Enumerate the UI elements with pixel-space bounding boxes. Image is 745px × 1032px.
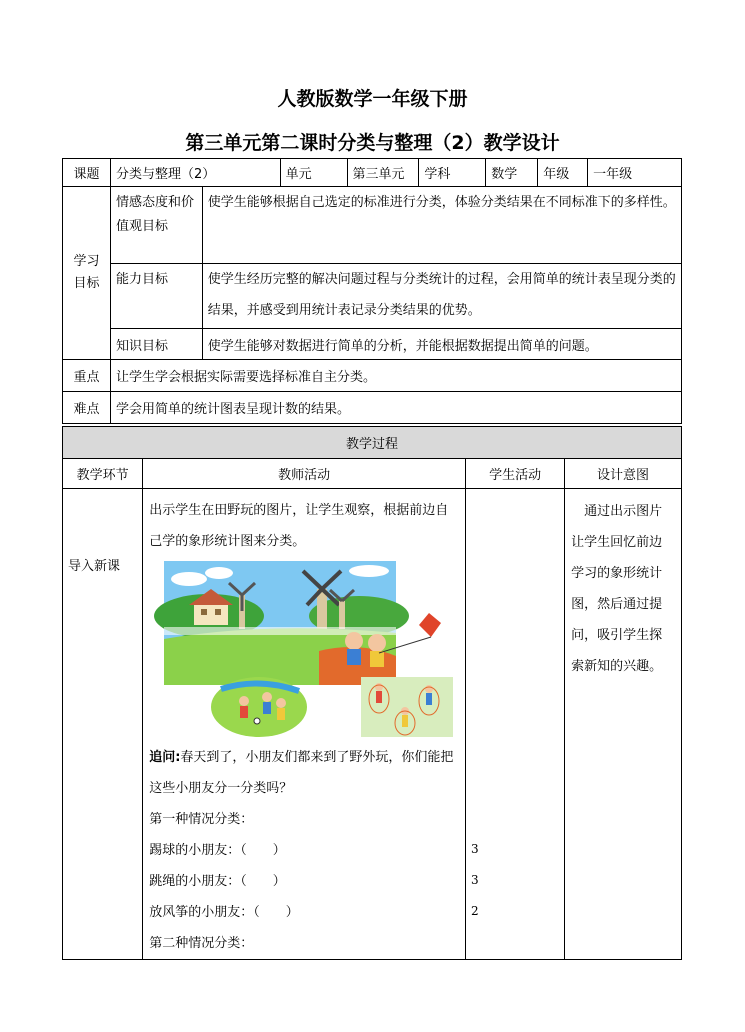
unit-value: 第三单元 [347, 159, 419, 187]
soccer-count-line: 踢球的小朋友：（ ） [149, 843, 286, 858]
case1-heading: 第一种情况分类： [149, 812, 254, 827]
grade-label: 年级 [538, 159, 588, 187]
follow-up-text: 春天到了，小朋友们都来到了野外玩，你们能把这些小朋友分一分类吗？ [149, 750, 454, 796]
unit-label: 单元 [280, 159, 347, 187]
col-student: 学生活动 [466, 459, 565, 489]
teacher-intro: 出示学生在田野玩的图片，让学生观察，根据前边自己学的象形统计图来分类。 [149, 503, 449, 549]
keypoint-text: 让学生学会根据实际需要选择标准自主分类。 [110, 360, 681, 392]
grade-value: 一年级 [588, 159, 682, 187]
course-value: 分类与整理（2） [110, 159, 280, 187]
student-answer-rope: 3 [471, 873, 479, 887]
col-step: 教学环节 [63, 459, 143, 489]
subject-value: 数学 [486, 159, 538, 187]
keypoint-label: 重点 [63, 360, 111, 392]
rope-count-line: 跳绳的小朋友：（ ） [149, 874, 286, 889]
col-intent: 设计意图 [565, 459, 682, 489]
difficulty-text: 学会用简单的统计图表呈现计数的结果。 [110, 392, 681, 424]
document-title: 人教版数学一年级下册 [277, 88, 468, 110]
field-play-illustration [149, 561, 459, 737]
ability-goal-text: 使学生经历完整的解决问题过程与分类统计的过程，会用简单的统计表呈现分类的结果，并感受到用统计表记录分类结果的优势。 [202, 264, 681, 329]
children-playing-image [149, 561, 459, 737]
step-label: 导入新课 [63, 489, 143, 960]
case2-heading: 第二种情况分类： [149, 936, 254, 951]
emotion-goal-text: 使学生能够根据自己选定的标准进行分类，体验分类结果在不同标准下的多样性。 [202, 187, 681, 264]
goals-label: 学习目标 [63, 187, 111, 360]
col-teacher: 教师活动 [143, 459, 466, 489]
process-header: 教学过程 [63, 427, 682, 459]
document-subtitle: 第三单元第二课时分类与整理（2）教学设计 [185, 132, 560, 154]
difficulty-label: 难点 [63, 392, 111, 424]
ability-goal-label: 能力目标 [110, 264, 202, 329]
design-intent: 通过出示图片让学生回忆前边学习的象形统计图，然后通过提问，吸引学生探索新知的兴趣。 [565, 489, 682, 960]
kite-count-line: 放风筝的小朋友：（ ） [149, 905, 299, 920]
student-answer-soccer: 3 [471, 842, 479, 856]
follow-up-label: 追问: [149, 750, 181, 765]
subject-label: 学科 [419, 159, 486, 187]
knowledge-goal-text: 使学生能够对数据进行简单的分析，并能根据数据提出简单的问题。 [202, 329, 681, 360]
lesson-info-table [62, 158, 682, 424]
teacher-activity [143, 489, 466, 960]
emotion-goal-label: 情感态度和价值观目标 [110, 187, 202, 264]
student-answer-kite: 2 [471, 904, 479, 918]
process-table [62, 426, 682, 960]
student-activity [466, 489, 565, 960]
knowledge-goal-label: 知识目标 [110, 329, 202, 360]
course-label: 课题 [63, 159, 111, 187]
follow-up-question [149, 742, 459, 804]
